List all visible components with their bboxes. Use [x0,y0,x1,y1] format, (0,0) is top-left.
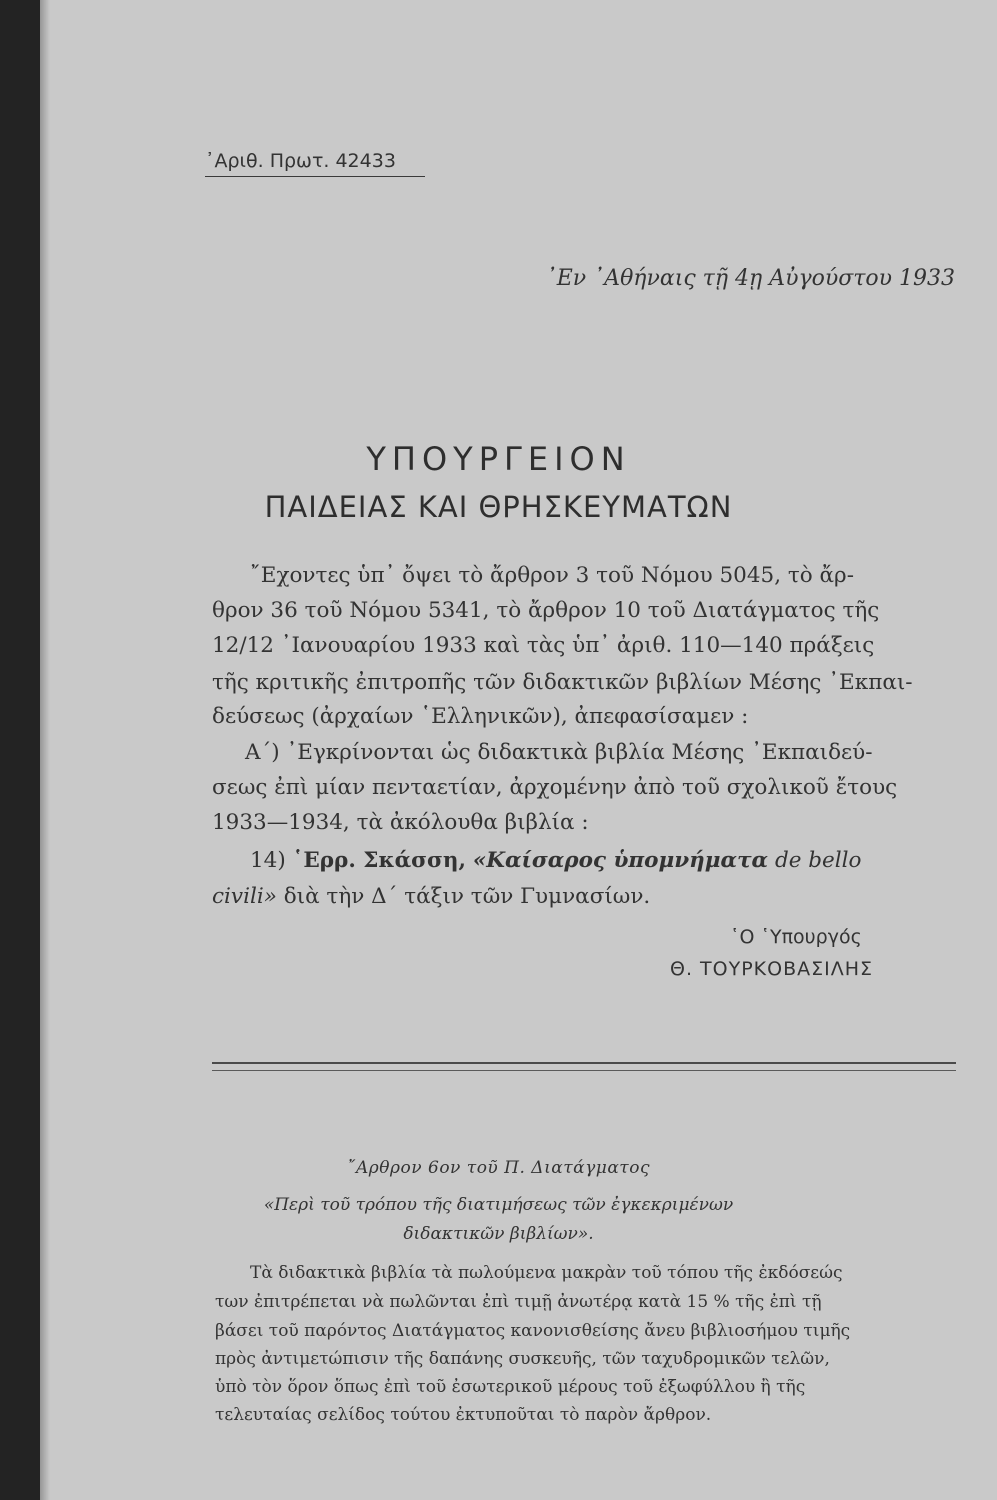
signature-name: Θ. ΤΟΥΡΚΟΒΑΣΙΛΗΣ [670,958,874,980]
article-subtitle-1: «Περὶ τοῦ τρόπου τῆς διατιμήσεως τῶν ἐγκεκριμένων [263,1195,734,1215]
decision-line-4: τῆς κριτικῆς ἐπιτροπῆς τῶν διδακτικῶν βιβλίων Μέσης ᾿Εκπαι- [212,670,913,695]
page-edge-shadow [40,0,50,1500]
approved-book-item-cont [212,884,650,909]
protocol-underline [205,176,425,177]
article-line-3: βάσει τοῦ παρόντος Διατάγματος κανονισθείσης ἄνευ βιβλιοσήμου τιμῆς [215,1321,851,1341]
section-divider-thin [212,1070,956,1071]
item-latin-title: de bello [774,848,862,873]
ministry-heading-line1: ΥΠΟΥΡΓΕΙΟΝ [366,440,631,478]
article-line-4: πρὸς ἀντιμετώπισιν τῆς δαπάνης συσκευῆς, τῶν ταχυδρομικῶν τελῶν, [215,1349,830,1369]
ministry-heading-line2: ΠΑΙΔΕΙΑΣ ΚΑΙ ΘΡΗΣΚΕΥΜΑΤΩΝ [264,490,733,524]
article-line-5: ὑπὸ τὸν ὅρον ὅπως ἐπὶ τοῦ ἐσωτερικοῦ μέρους τοῦ ἐξωφύλλου ἢ τῆς [215,1377,806,1397]
signature-role: ῾Ο ῾Υπουργός [730,926,862,948]
decision-line-5: δεύσεως (ἀρχαίων ῾Ελληνικῶν), ἀπεφασίσαμεν : [212,704,749,729]
approved-book-item [250,848,861,873]
item-rest: διὰ τὴν Δ΄ τάξιν τῶν Γυμνασίων. [283,884,651,909]
decision-line-2: θρον 36 τοῦ Νόμου 5341, τὸ ἄρθρον 10 τοῦ Διατάγματος τῆς [212,598,880,623]
item-latin-title-cont: civili» [212,884,277,909]
article-subtitle-2: διδακτικῶν βιβλίων». [403,1224,594,1244]
section-divider-thick [212,1062,956,1064]
item-title: «Καίσαρος ὑπομνήματα [472,848,769,873]
article-line-1: Τὰ διδακτικὰ βιβλία τὰ πωλούμενα μακρὰν τοῦ τόπου τῆς ἐκδόσεώς [250,1263,843,1283]
document-date: ᾿Εν ᾿Αθήναις τῇ 4ῃ Αὐγούστου 1933 [545,266,955,291]
decision-line-7: σεως ἐπὶ μίαν πενταετίαν, ἀρχομένην ἀπὸ τοῦ σχολικοῦ ἔτους [212,775,898,800]
decision-line-6: Α΄) ᾿Εγκρίνονται ὡς διδακτικὰ βιβλία Μέσης ᾿Εκπαιδεύ- [245,740,873,765]
item-author: ῾Ερρ. Σκάσση, [292,848,466,873]
decision-line-3: 12/12 ᾿Ιανουαρίου 1933 καὶ τὰς ὑπ᾿ ἀριθ. 110—140 πράξεις [212,633,875,658]
decision-line-8: 1933—1934, τὰ ἀκόλουθα βιβλία : [212,810,589,835]
article-line-6: τελευταίας σελίδος τούτου ἐκτυποῦται τὸ παρὸν ἄρθρον. [215,1405,712,1425]
article-title: ῎Αρθρον 6ον τοῦ Π. Διατάγματος [347,1158,650,1178]
protocol-number: ᾿Αριθ. Πρωτ. 42433 [205,150,396,172]
article-line-2: των ἐπιτρέπεται νὰ πωλῶνται ἐπὶ τιμῇ ἀνωτέρᾳ κατὰ 15 % τῆς ἐπὶ τῇ [215,1292,822,1312]
decision-line-1: ῎Εχοντες ὑπ᾿ ὄψει τὸ ἄρθρον 3 τοῦ Νόμου 5045, τὸ ἄρ- [250,563,854,588]
item-number: 14) [250,848,286,873]
